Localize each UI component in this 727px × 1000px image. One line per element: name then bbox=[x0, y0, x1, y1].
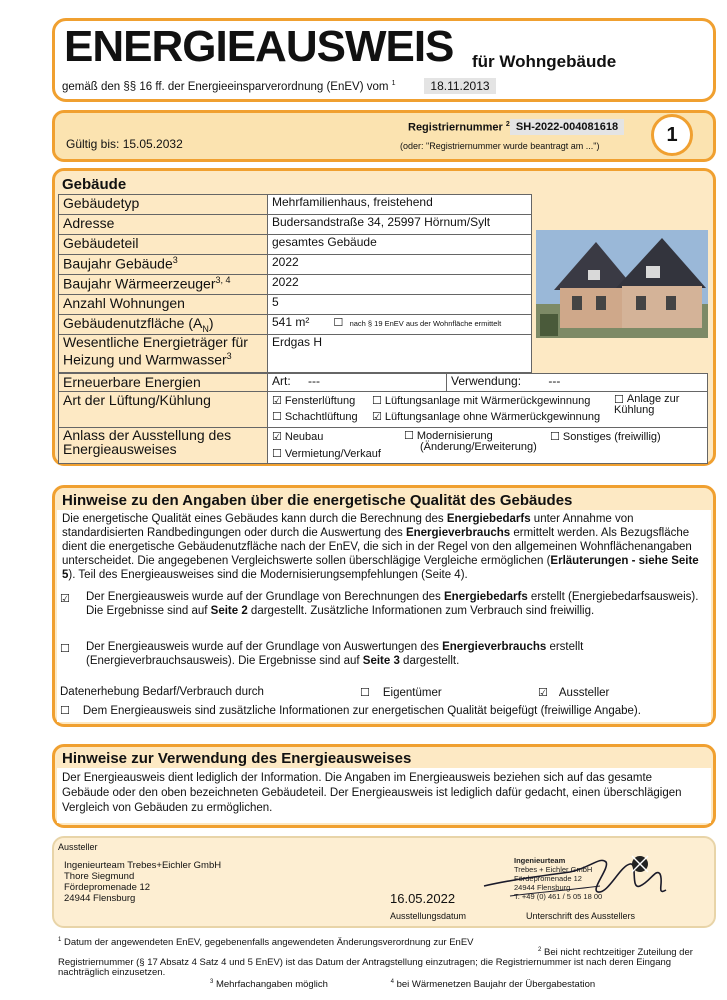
energy-carrier-label-line2: Heizung und Warmwasser bbox=[63, 351, 227, 368]
issue-reason-options bbox=[268, 428, 708, 464]
signature-label: Unterschrift des Ausstellers bbox=[526, 911, 636, 921]
checkbox-unchecked-icon[interactable]: ☐ bbox=[333, 316, 344, 329]
law-text: gemäß den §§ 16 ff. der Energieeinsparverordnung (EnEV) vom bbox=[62, 80, 389, 93]
additional-info-option[interactable] bbox=[60, 704, 641, 717]
data-collection-owner[interactable] bbox=[360, 686, 442, 699]
stamp-line: Fördepromenade 12 bbox=[514, 874, 582, 883]
issue-date-label: Ausstellungsdatum bbox=[390, 911, 467, 921]
building-part-label: Gebäudeteil bbox=[59, 235, 268, 255]
para-bold: Energiebedarfs bbox=[446, 513, 531, 525]
energy-carrier-value: Erdgas H bbox=[268, 335, 532, 373]
law-reference bbox=[62, 80, 396, 93]
usable-area-value: 541 m² bbox=[272, 315, 310, 329]
registration-number: SH-2022-004081618 bbox=[510, 119, 624, 135]
usable-area-label-close: ) bbox=[208, 315, 214, 331]
footnote-text: bei Wärmenetzen Baujahr der Übergabestation bbox=[396, 979, 596, 991]
option-demand-text bbox=[86, 590, 702, 618]
stamp-line: Ingenieurteam bbox=[514, 856, 566, 865]
validity-box bbox=[52, 110, 716, 162]
heater-year-footnote-ref: 3, 4 bbox=[215, 275, 231, 285]
ventilation-options bbox=[268, 392, 708, 428]
ventilation-without-recovery-label: Lüftungsanlage ohne Wärmerückgewinnung bbox=[384, 411, 601, 423]
address-value: Budersandstraße 34, 25997 Hörnum/Sylt bbox=[268, 215, 532, 235]
para-text: unter Annahme von standardisierten Randbedingungen oder durch die Auswertung des bbox=[62, 513, 634, 539]
reason-modernisation-sub: (Änderung/Erweiterung) bbox=[420, 441, 537, 453]
page-number: 1 bbox=[666, 124, 678, 146]
reason-rental-sale-label: Vermietung/Verkauf bbox=[284, 448, 381, 460]
footnote-number: 3 bbox=[210, 979, 214, 985]
issuer-company: Ingenieurteam Trebes+Eichler GmbH bbox=[64, 860, 222, 871]
building-table bbox=[58, 194, 532, 373]
apartments-value: 5 bbox=[268, 295, 532, 315]
footnote-text: Bei nicht rechtzeitiger Zuteilung der Registriernummer (§ 17 Absatz 4 Satz 4 und 5 EnEV) ist das Datum der Antragstellung einzutragen; die Registriernummer ist nach deren Eingang nachträglich einzusetzen. bbox=[58, 947, 693, 979]
reason-modernisation-label: Modernisierung bbox=[416, 430, 493, 442]
para-text: Der Energieausweis wurde auf der Grundlage von Berechnungen des bbox=[86, 591, 444, 603]
ventilation-with-recovery-label: Lüftungsanlage mit Wärmerückgewinnung bbox=[384, 395, 591, 407]
para-text: ermittelt werden. Als Bezugsfläche dient die energetische Gebäudenutzfläche nach der EnEV, die sich in der Regel von den allgemeinen Wohnflächenangaben unterscheidet. Die angegebenen Vergleichswerte sollen überschlägige Vergleiche ermöglichen ( bbox=[62, 527, 692, 567]
checkbox-checked-icon[interactable]: ☑ bbox=[272, 430, 282, 443]
construction-year-footnote-ref: 3 bbox=[172, 255, 178, 265]
renewables-use-label: Verwendung: bbox=[451, 374, 522, 388]
page-number-badge bbox=[651, 114, 693, 156]
footnote-number: 1 bbox=[58, 937, 62, 943]
building-type-value: Mehrfamilienhaus, freistehend bbox=[268, 195, 532, 215]
footnote-text: Datum der angewendeten EnEV, gegebenenfalls angewendeten Änderungsverordnung zur EnEV bbox=[63, 937, 474, 949]
reg-footnote-ref: 2 bbox=[505, 121, 510, 128]
issuer-street: Fördepromenade 12 bbox=[64, 882, 151, 893]
usable-area-label-text: Gebäudenutzfläche (A bbox=[63, 315, 203, 331]
reason-other-label: Sonstiges (freiwillig) bbox=[562, 431, 661, 443]
issuer-label: Aussteller bbox=[58, 842, 98, 852]
footnote-number: 4 bbox=[390, 979, 394, 985]
ventilation-label: Art der Lüftung/Kühlung bbox=[59, 392, 268, 428]
checkbox-checked-icon[interactable]: ☑ bbox=[538, 686, 548, 699]
para-bold: Seite 2 bbox=[210, 605, 248, 617]
owner-label: Eigentümer bbox=[382, 687, 442, 699]
signature-icon bbox=[480, 846, 680, 912]
para-text: dargestellt. bbox=[399, 655, 460, 667]
ventilation-without-recovery[interactable] bbox=[372, 410, 600, 423]
checkbox-unchecked-icon[interactable]: ☐ bbox=[404, 429, 414, 442]
issuer-label: Aussteller bbox=[558, 687, 610, 699]
renewables-type-cell bbox=[268, 374, 447, 392]
heater-year-label bbox=[59, 275, 268, 295]
reason-rental-sale[interactable] bbox=[272, 447, 381, 460]
valid-until: Gültig bis: 15.05.2032 bbox=[66, 137, 183, 151]
notes-quality-title: Hinweise zu den Angaben über die energetische Qualität des Gebäudes bbox=[62, 492, 573, 509]
reason-other[interactable] bbox=[550, 430, 661, 443]
checkbox-unchecked-icon[interactable]: ☐ bbox=[360, 686, 370, 699]
stamp-line: 24944 Flensburg bbox=[514, 883, 571, 892]
reason-new-build-label: Neubau bbox=[284, 431, 324, 443]
checkbox-unchecked-icon[interactable]: ☐ bbox=[614, 393, 624, 406]
para-text: dargestellt. Zusätzliche Informationen zum Verbrauch sind freiwillig. bbox=[247, 605, 595, 617]
renewables-type-value: --- bbox=[308, 374, 321, 388]
apartments-label: Anzahl Wohnungen bbox=[59, 295, 268, 315]
document-subtitle: für Wohngebäude bbox=[472, 52, 617, 71]
checkbox-unchecked-icon[interactable]: ☐ bbox=[60, 704, 70, 717]
usable-area-checkbox-label: nach § 19 EnEV aus der Wohnfläche ermittelt bbox=[349, 319, 502, 328]
data-collection-label: Datenerhebung Bedarf/Verbrauch durch bbox=[60, 686, 264, 698]
building-type-label: Gebäudetyp bbox=[59, 195, 268, 215]
ventilation-window-label: Fensterlüftung bbox=[284, 395, 356, 407]
footnote-number: 2 bbox=[538, 947, 542, 953]
issue-date: 16.05.2022 bbox=[390, 891, 456, 906]
option-demand-checkbox[interactable] bbox=[60, 589, 73, 607]
ventilation-window[interactable] bbox=[272, 394, 355, 407]
ventilation-with-recovery[interactable] bbox=[372, 394, 590, 407]
usable-area-label bbox=[59, 315, 268, 335]
footnote-text: Mehrfachangaben möglich bbox=[215, 979, 328, 991]
renewables-label: Erneuerbare Energien bbox=[59, 374, 268, 392]
para-bold: Seite 3 bbox=[362, 655, 400, 667]
option-consumption-text bbox=[86, 640, 702, 668]
construction-year-label bbox=[59, 255, 268, 275]
stamp-line: T. +49 (0) 461 / 5 05 18 00 bbox=[514, 892, 603, 901]
checkbox-unchecked-icon[interactable]: ☐ bbox=[272, 410, 282, 423]
checkbox-checked-icon[interactable]: ☑ bbox=[272, 394, 282, 407]
document-title: ENERGIEAUSWEIS bbox=[64, 22, 454, 71]
registration-note: (oder: "Registriernummer wurde beantragt am ...") bbox=[400, 141, 600, 151]
building-photo bbox=[536, 230, 708, 338]
data-collection-issuer[interactable] bbox=[538, 686, 609, 699]
energy-carrier-label-line1: Wesentliche Energieträger für bbox=[63, 334, 248, 350]
ventilation-cooling[interactable] bbox=[614, 394, 704, 416]
law-footnote-ref: 1 bbox=[391, 80, 396, 87]
construction-year-value: 2022 bbox=[268, 255, 532, 275]
para-bold: Energieverbrauchs bbox=[442, 641, 547, 653]
renewables-use-cell bbox=[447, 374, 708, 392]
notes-usage-text: Der Energieausweis dient lediglich der Information. Die Angaben im Energieausweis beziehen sich auf das gesamte Gebäude oder den oben bezeichneten Gebäudeteil. Der Energieausweis ist lediglich dafür gedacht, einen überschlägigen Vergleich von Gebäuden zu ermöglichen. bbox=[62, 772, 682, 814]
reason-modernisation[interactable] bbox=[404, 430, 537, 453]
issue-reason-label bbox=[59, 428, 268, 464]
para-text: ). Teil des Energieausweises sind die Modernisierungsempfehlungen (Seite 4). bbox=[68, 569, 468, 581]
checkbox-checked-icon[interactable]: ☑ bbox=[372, 410, 382, 423]
reg-label-text: Registriernummer bbox=[408, 121, 503, 134]
para-bold: Energiebedarfs bbox=[444, 591, 528, 603]
building-section-title: Gebäude bbox=[62, 176, 127, 193]
heater-year-value: 2022 bbox=[268, 275, 532, 295]
building-part-value: gesamtes Gebäude bbox=[268, 235, 532, 255]
issuer-city: 24944 Flensburg bbox=[64, 893, 136, 904]
construction-year-label-text: Baujahr Gebäude bbox=[63, 255, 173, 272]
issuer-person: Thore Siegmund bbox=[64, 871, 135, 882]
ventilation-shaft-label: Schachtlüftung bbox=[284, 411, 358, 423]
renewables-type-label: Art: bbox=[272, 374, 291, 388]
ventilation-cooling-label: Anlage zur Kühlung bbox=[614, 393, 680, 416]
checkbox-unchecked-icon[interactable]: ☐ bbox=[272, 447, 282, 460]
registration-label bbox=[408, 121, 510, 134]
heater-year-label-text: Baujahr Wärmeerzeuger bbox=[63, 275, 216, 292]
usable-area-cell bbox=[268, 315, 532, 335]
option-consumption-checkbox[interactable] bbox=[60, 639, 73, 657]
footnotes-3-4 bbox=[210, 977, 690, 990]
additional-info-label: Dem Energieausweis sind zusätzliche Informationen zur energetischen Qualität beigefügt (freiwillige Angabe). bbox=[82, 705, 641, 717]
checkbox-checked-icon[interactable]: ☑ bbox=[60, 592, 70, 605]
usable-area-subscript: N bbox=[202, 323, 209, 334]
address-label: Adresse bbox=[59, 215, 268, 235]
reason-new-build[interactable] bbox=[272, 430, 323, 443]
law-date-field: 18.11.2013 bbox=[424, 78, 496, 94]
energy-carrier-footnote-ref: 3 bbox=[226, 351, 232, 361]
house-illustration bbox=[536, 230, 708, 338]
notes-usage-title: Hinweise zur Verwendung des Energieausweises bbox=[62, 750, 412, 767]
checkbox-unchecked-icon[interactable]: ☐ bbox=[372, 394, 382, 407]
notes-quality-paragraph bbox=[62, 512, 702, 582]
building-table-lower bbox=[58, 373, 708, 464]
para-bold: Erläuterungen - siehe Seite 5 bbox=[62, 555, 699, 581]
stamp-line: Trebes + Eichler GmbH bbox=[514, 865, 593, 874]
issue-reason-label-line1: Anlass der Ausstellung des bbox=[63, 427, 232, 443]
para-text: erstellt (Energieverbrauchsausweis). Die Ergebnisse sind auf bbox=[86, 641, 584, 667]
issuer-address bbox=[64, 860, 221, 904]
footnote-2 bbox=[58, 945, 708, 978]
para-bold: Energieverbrauchs bbox=[405, 527, 511, 539]
issue-reason-label-line2: Energieausweises bbox=[63, 441, 177, 457]
para-text: erstellt (Energiebedarfsausweis). Die Ergebnisse sind auf bbox=[86, 591, 699, 617]
checkbox-unchecked-icon[interactable]: ☐ bbox=[550, 430, 560, 443]
checkbox-unchecked-icon[interactable]: ☐ bbox=[60, 642, 70, 655]
ventilation-shaft[interactable] bbox=[272, 410, 358, 423]
para-text: Der Energieausweis wurde auf der Grundlage von Auswertungen des bbox=[86, 641, 443, 653]
energy-carrier-label bbox=[59, 335, 268, 373]
renewables-use-value: --- bbox=[548, 374, 561, 388]
para-text: Die energetische Qualität eines Gebäudes kann durch die Berechnung des bbox=[62, 513, 447, 525]
